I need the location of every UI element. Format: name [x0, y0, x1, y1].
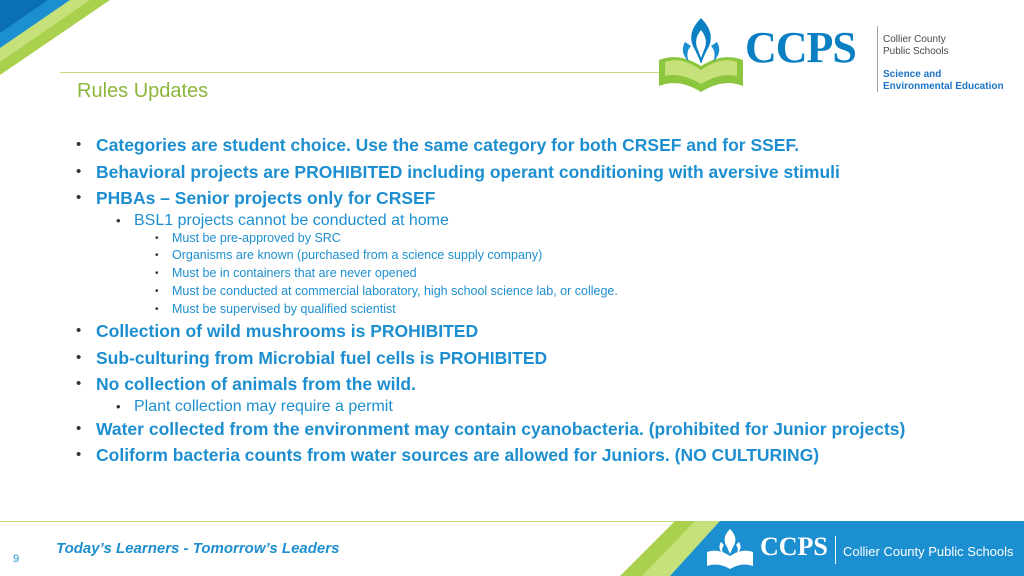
org-name-line2: Public Schools — [883, 46, 949, 57]
bullet-categories: • Categories are student choice. Use the same category for both CRSEF and for SSEF. — [70, 132, 1010, 159]
top-left-decoration — [0, 0, 200, 75]
sub-sub-bullet: • Must be in containers that are never opened — [70, 265, 1010, 283]
bullet-behavioral: • Behavioral projects are PROHIBITED including operant conditioning with aversive stimuli — [70, 159, 1010, 186]
footer-logo-divider — [835, 536, 836, 564]
org-name — [883, 34, 1003, 58]
slide-title: Rules Updates — [77, 80, 209, 102]
page-number: 9 — [13, 553, 20, 565]
sub-sub-bullet: • Organisms are known (purchased from a science supply company) — [70, 247, 1010, 265]
bullet-animals: • No collection of animals from the wild. — [70, 371, 1010, 398]
sub-sub-bullet: • Must be pre-approved by SRC — [70, 230, 1010, 248]
bullet-list — [70, 132, 1010, 469]
org-name-line1: Collier County — [883, 34, 946, 45]
sub-bullet-plants: • Plant collection may require a permit — [70, 398, 1010, 416]
open-book-flame-icon — [705, 526, 755, 570]
open-book-flame-icon — [655, 12, 747, 94]
footer-tagline: Today’s Learners - Tomorrow’s Leaders — [56, 540, 340, 557]
bullet-water: • Water collected from the environment may contain cyanobacteria. (prohibited for Junior projects) — [70, 416, 1010, 443]
logo-divider — [877, 26, 878, 92]
footer-org-name: Collier County Public Schools — [843, 544, 1014, 559]
department-name — [883, 69, 1018, 93]
bullet-coliform: • Coliform bacteria counts from water sources are allowed for Juniors. (NO CULTURING) — [70, 442, 1010, 469]
bullet-mushrooms: • Collection of wild mushrooms is PROHIBITED — [70, 318, 1010, 345]
sub-sub-bullet: • Must be conducted at commercial laboratory, high school science lab, or college. — [70, 283, 1010, 301]
department-line2: Environmental Education — [883, 81, 1004, 92]
footer-logo — [705, 526, 1020, 572]
header-divider-line — [60, 72, 660, 73]
logo-wordmark: CCPS — [745, 23, 856, 72]
bullet-fuel-cells: • Sub-culturing from Microbial fuel cells is PROHIBITED — [70, 345, 1010, 372]
footer-logo-wordmark: CCPS — [760, 532, 828, 561]
sub-sub-bullet: • Must be supervised by qualified scientist — [70, 301, 1010, 319]
sub-bullet-bsl1: • BSL1 projects cannot be conducted at home — [70, 212, 1010, 230]
department-line1: Science and — [883, 69, 942, 80]
ccps-logo — [655, 8, 1015, 96]
bullet-phbas: • PHBAs – Senior projects only for CRSEF — [70, 185, 1010, 212]
